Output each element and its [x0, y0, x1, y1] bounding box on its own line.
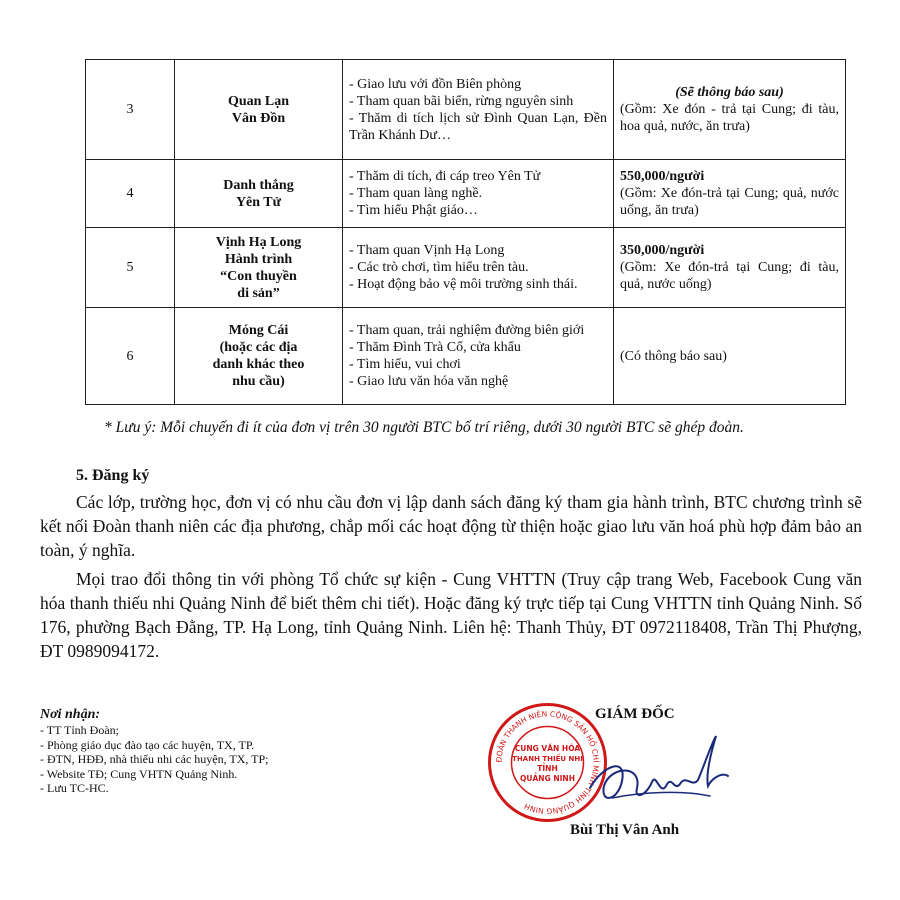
destination-line: Móng Cái — [228, 323, 289, 338]
activity-item: - Tìm hiểu, vui chơi — [349, 357, 461, 372]
destination-line: danh khác theo — [212, 357, 305, 372]
handwritten-signature-icon — [582, 726, 732, 816]
table-row — [86, 308, 846, 405]
activity-item: - Thăm Đình Trà Cổ, cửa khẩu — [349, 340, 521, 355]
tour-table — [85, 59, 846, 405]
destination-line: Hành trình — [224, 251, 293, 267]
row-number: 6 — [86, 308, 175, 405]
price-cell — [614, 308, 846, 405]
recipients-list — [40, 723, 269, 796]
price-detail: (Gồm: Xe đón-trả tại Cung; đi tàu, quả, nước uống) — [620, 260, 839, 292]
price-main: 550,000/người — [620, 169, 705, 184]
destination-line: Quan Lạn — [227, 93, 290, 109]
destination-line: (hoặc các địa — [219, 340, 298, 355]
svg-text:QUẢNG NINH: QUẢNG NINH — [520, 774, 575, 783]
destination-line: Danh thắng — [223, 177, 294, 193]
destination-line: Yên Tử — [235, 194, 282, 210]
recipient-item: - Phòng giáo dục đào tạo các huyện, TX, TP. — [40, 737, 255, 752]
activity-item: - Thăm di tích, đi cáp treo Yên Tử — [349, 169, 541, 184]
destination-line: Vân Đồn — [231, 110, 286, 126]
activity-item: - Các trò chơi, tìm hiểu trên tàu. — [349, 260, 529, 275]
activities-cell — [343, 60, 614, 160]
svg-text:CUNG VĂN HÓA: CUNG VĂN HÓA — [514, 744, 581, 753]
section-heading: 5. Đăng ký — [76, 467, 150, 484]
destination-line: nhu cầu) — [232, 374, 285, 389]
activities-cell — [343, 308, 614, 405]
recipient-item: - TT Tỉnh Đoàn; — [40, 723, 119, 737]
activity-item: - Hoạt động bảo vệ môi trường sinh thái. — [349, 277, 578, 292]
svg-text:THANH THIẾU NHI: THANH THIẾU NHI — [512, 755, 583, 763]
row-number: 3 — [86, 60, 175, 160]
table-row — [86, 228, 846, 308]
price-detail: (Gồm: Xe đón - trả tại Cung; đi tàu, hoa quả, nước, ăn trưa) — [620, 102, 839, 134]
price-main: 350,000/người — [620, 243, 705, 258]
row-number: 5 — [86, 228, 175, 308]
price-main: (Sẽ thông báo sau) — [675, 85, 784, 100]
row-number: 4 — [86, 160, 175, 228]
destination-line: Vịnh Hạ Long — [215, 234, 302, 250]
price-cell — [614, 60, 846, 160]
price-detail: (Gồm: Xe đón-trả tại Cung; quả, nước uống, ăn trưa) — [620, 186, 839, 218]
destination-line: di sản” — [237, 285, 280, 301]
destination-name — [175, 160, 343, 228]
activity-item: - Tham quan, trải nghiệm đường biên giới — [349, 323, 585, 338]
activities-cell — [343, 228, 614, 308]
recipient-item: - ĐTN, HĐĐ, nhà thiếu nhi các huyện, TX, TP; — [40, 752, 269, 767]
price-cell — [614, 160, 846, 228]
recipient-item: - Website TĐ; Cung VHTN Quảng Ninh. — [40, 766, 238, 781]
activity-item: - Tìm hiểu Phật giáo… — [349, 203, 478, 218]
destination-line: “Con thuyền — [220, 268, 297, 284]
recipients-title: Nơi nhận: — [40, 707, 101, 722]
signer-name: Bùi Thị Vân Anh — [570, 822, 680, 838]
destination-name — [175, 228, 343, 308]
recipient-item: - Lưu TC-HC. — [40, 781, 109, 796]
activity-item: - Tham quan bãi biển, rừng nguyên sinh — [349, 93, 574, 109]
price-detail: (Có thông báo sau) — [620, 348, 727, 364]
activity-item: - Giao lưu văn hóa văn nghệ — [349, 374, 509, 389]
signature-title: GIÁM ĐỐC — [595, 706, 675, 722]
svg-text:TỈNH: TỈNH — [537, 764, 558, 773]
svg-text:ĐOÀN THANH NIÊN CỘNG SẢN HỒ CH: ĐOÀN THANH NIÊN CỘNG SẢN HỒ CHÍ MINH TỈNH QUẢNG NINH — [494, 709, 601, 816]
activity-item: - Tham quan làng nghề. — [349, 186, 483, 201]
table-row — [86, 60, 846, 160]
contact-paragraph: Mọi trao đổi thông tin với phòng Tổ chức sự kiện - Cung VHTTN (Truy cập trang Web, Facebook Cung văn hóa thanh thiếu nhi Quảng Ninh để biết thêm chi tiết). Hoặc đăng ký trực tiếp tại Cung VHTTN tỉnh Quảng Ninh. Số 176, phường Bạch Đằng, TP. Hạ Long, tỉnh Quảng Ninh. Liên hệ: Thanh Thủy, ĐT 0972118408, Trần Thị Phượng, ĐT 0989094172. — [40, 569, 862, 661]
activity-item: - Tham quan Vịnh Hạ Long — [349, 243, 505, 258]
activities-cell — [343, 160, 614, 228]
destination-name — [175, 60, 343, 160]
destination-name — [175, 308, 343, 405]
table-row — [86, 160, 846, 228]
activity-item: - Giao lưu với đồn Biên phòng — [349, 76, 522, 92]
registration-paragraph: Các lớp, trường học, đơn vị có nhu cầu đơn vị lập danh sách đăng ký tham gia hành trình, BTC chương trình sẽ kết nối Đoàn thanh niên các địa phương, chắp mối các hoạt động từ thiện hoặc giao lưu văn hoá phù hợp đảm bảo an toàn, ý nghĩa. — [40, 492, 862, 560]
group-size-note: * Lưu ý: Mỗi chuyến đi ít của đơn vị trên 30 người BTC bố trí riêng, dưới 30 người BTC sẽ ghép đoàn. — [104, 419, 744, 436]
activity-item: - Thăm di tích lịch sử Đình Quan Lạn, Đền Trần Khánh Dư… — [349, 110, 607, 143]
price-cell — [614, 228, 846, 308]
